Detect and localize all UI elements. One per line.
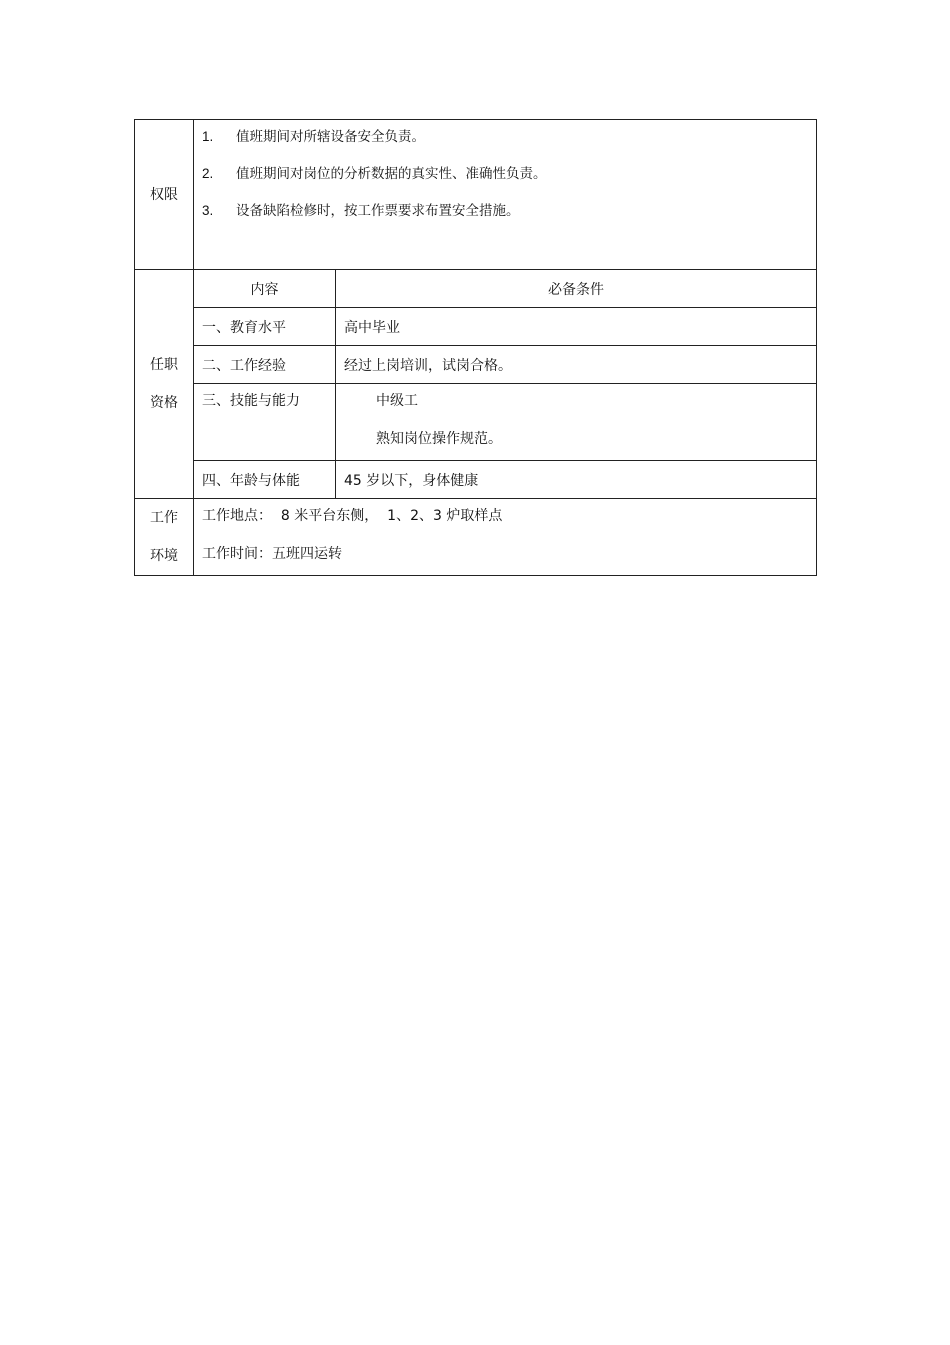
authority-item-text: 设备缺陷检修时，按工作票要求布置安全措施。 [236,203,520,219]
skill-line: 熟知岗位操作规范。 [376,431,502,447]
environment-details [194,499,817,576]
authority-item [202,120,808,157]
environment-category-line1: 工作 [150,510,178,526]
qualification-value [336,384,817,461]
authority-item [202,157,808,194]
authority-item-number: 1. [202,129,214,144]
authority-item-text: 值班期间对所辖设备安全负责。 [236,129,425,145]
job-description-table [134,119,817,576]
qualification-value: 经过上岗培训，试岗合格。 [336,346,817,384]
qualifications-category [135,270,194,499]
work-location: 工作地点： 8 米平台东侧， 1、2、3 炉取样点 [202,508,503,524]
environment-category [135,499,194,576]
qualifications-category-line2: 资格 [150,395,178,411]
skill-line: 中级工 [376,393,418,409]
qualification-row [135,346,817,384]
qualifications-header-row [135,270,817,308]
qualification-row [135,384,817,461]
environment-row [135,499,817,576]
qualification-value: 45 岁以下，身体健康 [336,461,817,499]
qualification-label: 二、工作经验 [194,346,336,384]
header-requirement: 必备条件 [336,270,817,308]
authority-row [135,120,817,270]
header-content: 内容 [194,270,336,308]
authority-list [194,120,817,270]
qualifications-category-line1: 任职 [150,357,178,373]
qualification-label: 三、技能与能力 [194,384,336,461]
authority-item [202,194,808,231]
authority-category-label: 权限 [150,186,178,203]
qualification-label: 四、年龄与体能 [194,461,336,499]
qualification-label: 一、教育水平 [194,308,336,346]
qualification-row [135,461,817,499]
authority-category [135,120,194,270]
authority-item-text: 值班期间对岗位的分析数据的真实性、准确性负责。 [236,166,547,182]
environment-category-line2: 环境 [150,548,178,564]
qualification-row [135,308,817,346]
authority-item-number: 2. [202,166,214,181]
qualification-value: 高中毕业 [336,308,817,346]
authority-item-number: 3. [202,203,214,218]
work-time: 工作时间：五班四运转 [202,546,342,562]
